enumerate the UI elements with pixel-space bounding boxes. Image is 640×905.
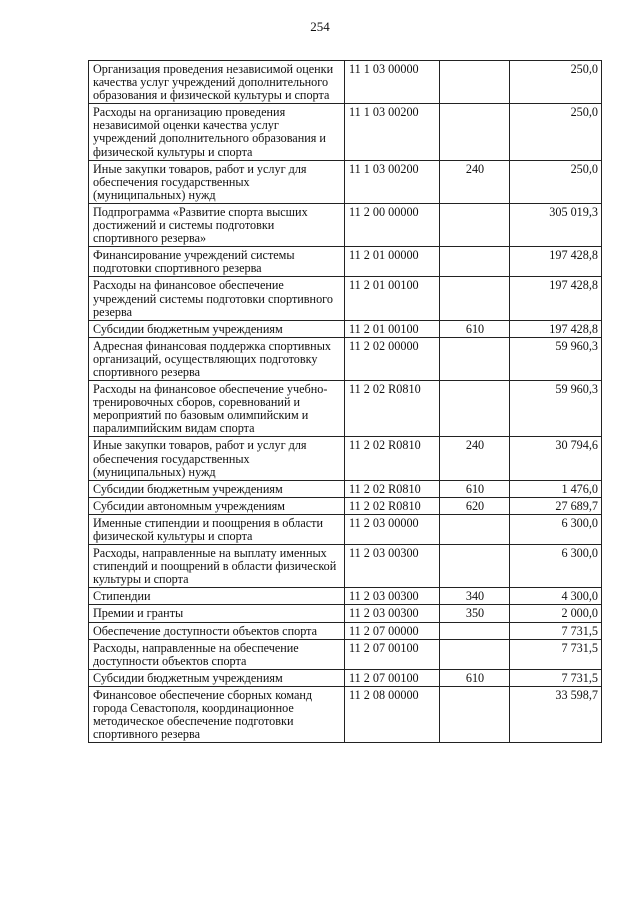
amount-cell: 2 000,0 bbox=[510, 605, 602, 622]
expense-name-cell: Расходы на организацию проведения независимой оценки качества услуг учреждений дополнительного образования и физической культуры и спорта bbox=[89, 104, 345, 160]
target-code-cell: 11 2 02 R0810 bbox=[345, 480, 440, 497]
expense-type-cell bbox=[440, 514, 510, 544]
amount-cell: 305 019,3 bbox=[510, 203, 602, 246]
expense-type-cell: 350 bbox=[440, 605, 510, 622]
expense-type-cell bbox=[440, 337, 510, 380]
target-code-cell: 11 1 03 00200 bbox=[345, 160, 440, 203]
amount-cell: 250,0 bbox=[510, 61, 602, 104]
amount-cell: 6 300,0 bbox=[510, 545, 602, 588]
amount-cell: 197 428,8 bbox=[510, 247, 602, 277]
expense-type-cell bbox=[440, 247, 510, 277]
target-code-cell: 11 2 02 R0810 bbox=[345, 497, 440, 514]
target-code-cell: 11 2 07 00000 bbox=[345, 622, 440, 639]
amount-cell: 59 960,3 bbox=[510, 337, 602, 380]
amount-cell: 197 428,8 bbox=[510, 320, 602, 337]
expense-type-cell: 240 bbox=[440, 160, 510, 203]
expense-type-cell: 610 bbox=[440, 480, 510, 497]
expense-name-cell: Иные закупки товаров, работ и услуг для обеспечения государственных (муниципальных) нужд bbox=[89, 437, 345, 480]
table-row bbox=[89, 203, 602, 246]
expense-type-cell bbox=[440, 545, 510, 588]
table-row bbox=[89, 337, 602, 380]
amount-cell: 7 731,5 bbox=[510, 622, 602, 639]
expense-name-cell: Организация проведения независимой оценки качества услуг учреждений дополнительного образования и физической культуры и спорта bbox=[89, 61, 345, 104]
amount-cell: 4 300,0 bbox=[510, 588, 602, 605]
expense-name-cell: Иные закупки товаров, работ и услуг для обеспечения государственных (муниципальных) нужд bbox=[89, 160, 345, 203]
expense-type-cell: 240 bbox=[440, 437, 510, 480]
expense-type-cell bbox=[440, 622, 510, 639]
page-number: 254 bbox=[310, 19, 330, 34]
expense-name-cell: Расходы, направленные на обеспечение доступности объектов спорта bbox=[89, 639, 345, 669]
target-code-cell: 11 1 03 00000 bbox=[345, 61, 440, 104]
target-code-cell: 11 2 01 00100 bbox=[345, 277, 440, 320]
table-row bbox=[89, 686, 602, 742]
target-code-cell: 11 2 02 R0810 bbox=[345, 381, 440, 437]
amount-cell: 250,0 bbox=[510, 104, 602, 160]
expense-type-cell bbox=[440, 104, 510, 160]
expense-name-cell: Стипендии bbox=[89, 588, 345, 605]
expense-name-cell: Премии и гранты bbox=[89, 605, 345, 622]
expense-name-cell: Расходы на финансовое обеспечение учебно-тренировочных сборов, соревнований и мероприятий по базовым олимпийским и паралимпийским видам спорта bbox=[89, 381, 345, 437]
expense-name-cell: Субсидии бюджетным учреждениям bbox=[89, 320, 345, 337]
expense-name-cell: Именные стипендии и поощрения в области физической культуры и спорта bbox=[89, 514, 345, 544]
table-row bbox=[89, 514, 602, 544]
table-row bbox=[89, 104, 602, 160]
amount-cell: 30 794,6 bbox=[510, 437, 602, 480]
amount-cell: 7 731,5 bbox=[510, 669, 602, 686]
table-row bbox=[89, 545, 602, 588]
budget-table bbox=[88, 60, 602, 743]
expense-name-cell: Расходы на финансовое обеспечение учреждений системы подготовки спортивного резерва bbox=[89, 277, 345, 320]
table-row bbox=[89, 61, 602, 104]
amount-cell: 7 731,5 bbox=[510, 639, 602, 669]
expense-type-cell bbox=[440, 203, 510, 246]
table-row bbox=[89, 497, 602, 514]
expense-type-cell bbox=[440, 277, 510, 320]
amount-cell: 250,0 bbox=[510, 160, 602, 203]
expense-type-cell: 340 bbox=[440, 588, 510, 605]
target-code-cell: 11 2 00 00000 bbox=[345, 203, 440, 246]
table-row bbox=[89, 605, 602, 622]
amount-cell: 6 300,0 bbox=[510, 514, 602, 544]
table-row bbox=[89, 247, 602, 277]
expense-type-cell: 620 bbox=[440, 497, 510, 514]
table-row bbox=[89, 588, 602, 605]
table-row bbox=[89, 480, 602, 497]
table-row bbox=[89, 437, 602, 480]
expense-type-cell: 610 bbox=[440, 320, 510, 337]
table-row bbox=[89, 639, 602, 669]
expense-name-cell: Адресная финансовая поддержка спортивных организаций, осуществляющих подготовку спортивного резерва bbox=[89, 337, 345, 380]
amount-cell: 59 960,3 bbox=[510, 381, 602, 437]
target-code-cell: 11 2 07 00100 bbox=[345, 669, 440, 686]
expense-name-cell: Субсидии бюджетным учреждениям bbox=[89, 669, 345, 686]
expense-type-cell bbox=[440, 61, 510, 104]
target-code-cell: 11 2 02 00000 bbox=[345, 337, 440, 380]
table-row bbox=[89, 669, 602, 686]
amount-cell: 27 689,7 bbox=[510, 497, 602, 514]
expense-type-cell bbox=[440, 686, 510, 742]
expense-name-cell: Расходы, направленные на выплату именных стипендий и поощрений в области физической культуры и спорта bbox=[89, 545, 345, 588]
target-code-cell: 11 2 08 00000 bbox=[345, 686, 440, 742]
expense-name-cell: Субсидии автономным учреждениям bbox=[89, 497, 345, 514]
expense-name-cell: Субсидии бюджетным учреждениям bbox=[89, 480, 345, 497]
target-code-cell: 11 2 03 00000 bbox=[345, 514, 440, 544]
expense-name-cell: Обеспечение доступности объектов спорта bbox=[89, 622, 345, 639]
table-row bbox=[89, 381, 602, 437]
target-code-cell: 11 2 03 00300 bbox=[345, 588, 440, 605]
expense-type-cell bbox=[440, 381, 510, 437]
target-code-cell: 11 2 03 00300 bbox=[345, 605, 440, 622]
expense-type-cell bbox=[440, 639, 510, 669]
expense-name-cell: Подпрограмма «Развитие спорта высших достижений и системы подготовки спортивного резерва» bbox=[89, 203, 345, 246]
target-code-cell: 11 2 07 00100 bbox=[345, 639, 440, 669]
table-row bbox=[89, 320, 602, 337]
expense-name-cell: Финансовое обеспечение сборных команд города Севастополя, координационное методическое обеспечение подготовки спортивного резерва bbox=[89, 686, 345, 742]
target-code-cell: 11 2 02 R0810 bbox=[345, 437, 440, 480]
table-row bbox=[89, 277, 602, 320]
amount-cell: 33 598,7 bbox=[510, 686, 602, 742]
budget-table-body bbox=[89, 61, 602, 743]
table-row bbox=[89, 160, 602, 203]
expense-name-cell: Финансирование учреждений системы подготовки спортивного резерва bbox=[89, 247, 345, 277]
target-code-cell: 11 2 01 00000 bbox=[345, 247, 440, 277]
amount-cell: 1 476,0 bbox=[510, 480, 602, 497]
expense-type-cell: 610 bbox=[440, 669, 510, 686]
target-code-cell: 11 2 03 00300 bbox=[345, 545, 440, 588]
target-code-cell: 11 1 03 00200 bbox=[345, 104, 440, 160]
table-row bbox=[89, 622, 602, 639]
amount-cell: 197 428,8 bbox=[510, 277, 602, 320]
target-code-cell: 11 2 01 00100 bbox=[345, 320, 440, 337]
